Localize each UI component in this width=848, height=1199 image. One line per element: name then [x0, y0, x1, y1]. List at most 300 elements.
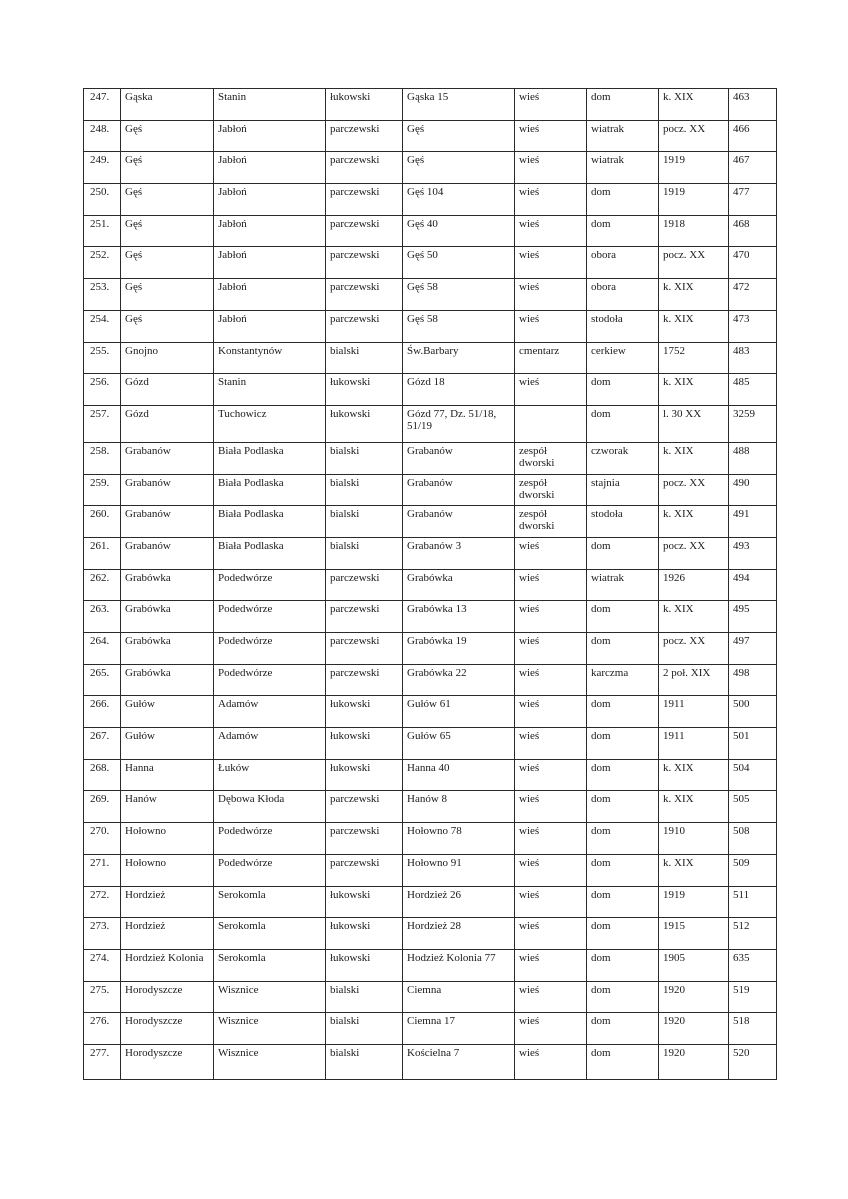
commune-cell: Jabłoń	[214, 120, 326, 152]
commune-cell: Stanin	[214, 89, 326, 121]
commune-cell: Adamów	[214, 696, 326, 728]
dating-cell: 1919	[659, 152, 729, 184]
commune-cell: Wisznice	[214, 1044, 326, 1079]
site-type-cell: zespół dworski	[515, 474, 587, 506]
register-number-cell: 473	[729, 310, 777, 342]
site-type-cell: wieś	[515, 791, 587, 823]
dating-cell: k. XIX	[659, 279, 729, 311]
address-cell: Gęś 58	[403, 279, 515, 311]
object-type-cell: dom	[587, 696, 659, 728]
table-row	[84, 474, 777, 506]
register-number-cell: 498	[729, 664, 777, 696]
table-row	[84, 405, 777, 442]
commune-cell: Podedwórze	[214, 823, 326, 855]
commune-cell: Tuchowicz	[214, 405, 326, 442]
object-type-cell: dom	[587, 633, 659, 665]
object-type-cell: dom	[587, 1013, 659, 1045]
site-type-cell: wieś	[515, 569, 587, 601]
commune-cell: Wisznice	[214, 1013, 326, 1045]
site-type-cell: wieś	[515, 854, 587, 886]
object-type-cell: stajnia	[587, 474, 659, 506]
address-cell: Hodzież Kolonia 77	[403, 949, 515, 981]
county-cell: parczewski	[326, 215, 403, 247]
register-number-cell: 520	[729, 1044, 777, 1079]
dating-cell: 1915	[659, 918, 729, 950]
county-cell: łukowski	[326, 918, 403, 950]
register-number-cell: 472	[729, 279, 777, 311]
object-type-cell: dom	[587, 886, 659, 918]
row-number-cell: 269.	[84, 791, 121, 823]
dating-cell: k. XIX	[659, 442, 729, 474]
site-type-cell: wieś	[515, 633, 587, 665]
county-cell: parczewski	[326, 601, 403, 633]
dating-cell: 1910	[659, 823, 729, 855]
county-cell: łukowski	[326, 696, 403, 728]
row-number-cell: 257.	[84, 405, 121, 442]
dating-cell: pocz. XX	[659, 120, 729, 152]
county-cell: bialski	[326, 474, 403, 506]
table-row	[84, 854, 777, 886]
county-cell: bialski	[326, 1013, 403, 1045]
commune-cell: Podedwórze	[214, 664, 326, 696]
county-cell: parczewski	[326, 310, 403, 342]
site-type-cell: wieś	[515, 120, 587, 152]
dating-cell: 1920	[659, 981, 729, 1013]
locality-cell: Hanna	[121, 759, 214, 791]
table-row	[84, 537, 777, 569]
address-cell: Grabanów 3	[403, 537, 515, 569]
county-cell: parczewski	[326, 184, 403, 216]
county-cell: parczewski	[326, 279, 403, 311]
row-number-cell: 256.	[84, 374, 121, 406]
county-cell: parczewski	[326, 633, 403, 665]
locality-cell: Grabówka	[121, 569, 214, 601]
county-cell: łukowski	[326, 405, 403, 442]
monument-registry-table	[83, 88, 777, 1080]
row-number-cell: 264.	[84, 633, 121, 665]
table-row	[84, 247, 777, 279]
dating-cell: 1918	[659, 215, 729, 247]
object-type-cell: dom	[587, 759, 659, 791]
table-row	[84, 664, 777, 696]
object-type-cell: stodoła	[587, 506, 659, 538]
address-cell: Grabanów	[403, 442, 515, 474]
table-row	[84, 569, 777, 601]
table-row	[84, 506, 777, 538]
locality-cell: Grabanów	[121, 442, 214, 474]
site-type-cell: wieś	[515, 215, 587, 247]
site-type-cell: wieś	[515, 310, 587, 342]
row-number-cell: 258.	[84, 442, 121, 474]
table-row	[84, 823, 777, 855]
site-type-cell: wieś	[515, 601, 587, 633]
locality-cell: Grabanów	[121, 537, 214, 569]
register-number-cell: 467	[729, 152, 777, 184]
commune-cell: Podedwórze	[214, 601, 326, 633]
address-cell: Hordzież 28	[403, 918, 515, 950]
object-type-cell: dom	[587, 791, 659, 823]
county-cell: bialski	[326, 1044, 403, 1079]
county-cell: parczewski	[326, 120, 403, 152]
address-cell: Gęś 40	[403, 215, 515, 247]
register-number-cell: 463	[729, 89, 777, 121]
locality-cell: Gęś	[121, 120, 214, 152]
object-type-cell: dom	[587, 374, 659, 406]
table-row	[84, 791, 777, 823]
table-row	[84, 442, 777, 474]
locality-cell: Gęś	[121, 184, 214, 216]
site-type-cell: wieś	[515, 1013, 587, 1045]
county-cell: parczewski	[326, 247, 403, 279]
site-type-cell: wieś	[515, 981, 587, 1013]
dating-cell: 1752	[659, 342, 729, 374]
object-type-cell: karczma	[587, 664, 659, 696]
row-number-cell: 255.	[84, 342, 121, 374]
dating-cell: 1905	[659, 949, 729, 981]
locality-cell: Grabanów	[121, 506, 214, 538]
register-number-cell: 477	[729, 184, 777, 216]
register-number-cell: 504	[729, 759, 777, 791]
commune-cell: Podedwórze	[214, 569, 326, 601]
locality-cell: Horodyszcze	[121, 981, 214, 1013]
table-row	[84, 374, 777, 406]
locality-cell: Grabówka	[121, 601, 214, 633]
address-cell: Św.Barbary	[403, 342, 515, 374]
row-number-cell: 249.	[84, 152, 121, 184]
commune-cell: Wisznice	[214, 981, 326, 1013]
address-cell: Grabówka	[403, 569, 515, 601]
address-cell: Gęś	[403, 152, 515, 184]
dating-cell: pocz. XX	[659, 247, 729, 279]
row-number-cell: 276.	[84, 1013, 121, 1045]
site-type-cell: cmentarz	[515, 342, 587, 374]
table-row	[84, 886, 777, 918]
county-cell: łukowski	[326, 759, 403, 791]
register-number-cell: 494	[729, 569, 777, 601]
object-type-cell: dom	[587, 854, 659, 886]
registry-table-body	[84, 89, 777, 1080]
register-number-cell: 468	[729, 215, 777, 247]
table-row	[84, 918, 777, 950]
register-number-cell: 501	[729, 728, 777, 760]
county-cell: parczewski	[326, 569, 403, 601]
row-number-cell: 252.	[84, 247, 121, 279]
object-type-cell: cerkiew	[587, 342, 659, 374]
register-number-cell: 466	[729, 120, 777, 152]
table-row	[84, 949, 777, 981]
address-cell: Ciemna	[403, 981, 515, 1013]
locality-cell: Hołowno	[121, 854, 214, 886]
dating-cell: k. XIX	[659, 374, 729, 406]
row-number-cell: 250.	[84, 184, 121, 216]
register-number-cell: 508	[729, 823, 777, 855]
object-type-cell: wiatrak	[587, 569, 659, 601]
dating-cell: 1920	[659, 1013, 729, 1045]
table-row	[84, 310, 777, 342]
object-type-cell: dom	[587, 89, 659, 121]
register-number-cell: 512	[729, 918, 777, 950]
site-type-cell: wieś	[515, 696, 587, 728]
object-type-cell: obora	[587, 247, 659, 279]
county-cell: parczewski	[326, 854, 403, 886]
site-type-cell: wieś	[515, 949, 587, 981]
locality-cell: Gęś	[121, 279, 214, 311]
site-type-cell: wieś	[515, 184, 587, 216]
dating-cell: 1919	[659, 184, 729, 216]
row-number-cell: 274.	[84, 949, 121, 981]
address-cell: Hanów 8	[403, 791, 515, 823]
site-type-cell: wieś	[515, 374, 587, 406]
county-cell: bialski	[326, 342, 403, 374]
row-number-cell: 254.	[84, 310, 121, 342]
county-cell: łukowski	[326, 89, 403, 121]
row-number-cell: 247.	[84, 89, 121, 121]
commune-cell: Biała Podlaska	[214, 442, 326, 474]
locality-cell: Horodyszcze	[121, 1044, 214, 1079]
address-cell: Gęś 104	[403, 184, 515, 216]
locality-cell: Horodyszcze	[121, 1013, 214, 1045]
county-cell: bialski	[326, 506, 403, 538]
row-number-cell: 271.	[84, 854, 121, 886]
row-number-cell: 270.	[84, 823, 121, 855]
county-cell: łukowski	[326, 949, 403, 981]
row-number-cell: 259.	[84, 474, 121, 506]
site-type-cell: wieś	[515, 152, 587, 184]
site-type-cell: wieś	[515, 759, 587, 791]
address-cell: Gąska 15	[403, 89, 515, 121]
table-row	[84, 279, 777, 311]
address-cell: Gózd 18	[403, 374, 515, 406]
register-number-cell: 493	[729, 537, 777, 569]
register-number-cell: 500	[729, 696, 777, 728]
object-type-cell: dom	[587, 823, 659, 855]
object-type-cell: dom	[587, 184, 659, 216]
locality-cell: Gęś	[121, 152, 214, 184]
locality-cell: Hordzież	[121, 886, 214, 918]
object-type-cell: dom	[587, 537, 659, 569]
row-number-cell: 253.	[84, 279, 121, 311]
table-row	[84, 633, 777, 665]
row-number-cell: 251.	[84, 215, 121, 247]
county-cell: łukowski	[326, 728, 403, 760]
county-cell: bialski	[326, 442, 403, 474]
table-row	[84, 728, 777, 760]
address-cell: Gułów 65	[403, 728, 515, 760]
address-cell: Kościelna 7	[403, 1044, 515, 1079]
object-type-cell: obora	[587, 279, 659, 311]
dating-cell: pocz. XX	[659, 633, 729, 665]
register-number-cell: 488	[729, 442, 777, 474]
row-number-cell: 260.	[84, 506, 121, 538]
locality-cell: Hordzież	[121, 918, 214, 950]
object-type-cell: czworak	[587, 442, 659, 474]
table-row	[84, 601, 777, 633]
commune-cell: Jabłoń	[214, 279, 326, 311]
commune-cell: Dębowa Kłoda	[214, 791, 326, 823]
dating-cell: k. XIX	[659, 506, 729, 538]
register-number-cell: 490	[729, 474, 777, 506]
row-number-cell: 277.	[84, 1044, 121, 1079]
address-cell: Gózd 77, Dz. 51/18, 51/19	[403, 405, 515, 442]
object-type-cell: dom	[587, 405, 659, 442]
commune-cell: Biała Podlaska	[214, 474, 326, 506]
row-number-cell: 265.	[84, 664, 121, 696]
locality-cell: Grabanów	[121, 474, 214, 506]
commune-cell: Biała Podlaska	[214, 506, 326, 538]
table-row	[84, 342, 777, 374]
site-type-cell	[515, 405, 587, 442]
row-number-cell: 273.	[84, 918, 121, 950]
dating-cell: pocz. XX	[659, 537, 729, 569]
table-row	[84, 184, 777, 216]
address-cell: Ciemna 17	[403, 1013, 515, 1045]
address-cell: Gęś 58	[403, 310, 515, 342]
commune-cell: Podedwórze	[214, 633, 326, 665]
commune-cell: Adamów	[214, 728, 326, 760]
locality-cell: Gęś	[121, 310, 214, 342]
dating-cell: 1919	[659, 886, 729, 918]
dating-cell: k. XIX	[659, 601, 729, 633]
address-cell: Gułów 61	[403, 696, 515, 728]
site-type-cell: wieś	[515, 89, 587, 121]
row-number-cell: 275.	[84, 981, 121, 1013]
site-type-cell: wieś	[515, 247, 587, 279]
commune-cell: Biała Podlaska	[214, 537, 326, 569]
dating-cell: pocz. XX	[659, 474, 729, 506]
dating-cell: 1920	[659, 1044, 729, 1079]
dating-cell: k. XIX	[659, 759, 729, 791]
object-type-cell: dom	[587, 215, 659, 247]
address-cell: Grabówka 22	[403, 664, 515, 696]
object-type-cell: dom	[587, 601, 659, 633]
table-row	[84, 120, 777, 152]
address-cell: Gęś	[403, 120, 515, 152]
locality-cell: Gózd	[121, 374, 214, 406]
address-cell: Grabówka 13	[403, 601, 515, 633]
commune-cell: Jabłoń	[214, 184, 326, 216]
register-number-cell: 518	[729, 1013, 777, 1045]
table-row	[84, 759, 777, 791]
row-number-cell: 261.	[84, 537, 121, 569]
commune-cell: Jabłoń	[214, 152, 326, 184]
object-type-cell: dom	[587, 1044, 659, 1079]
commune-cell: Serokomla	[214, 918, 326, 950]
register-number-cell: 505	[729, 791, 777, 823]
commune-cell: Konstantynów	[214, 342, 326, 374]
commune-cell: Podedwórze	[214, 854, 326, 886]
county-cell: bialski	[326, 981, 403, 1013]
commune-cell: Serokomla	[214, 949, 326, 981]
register-number-cell: 483	[729, 342, 777, 374]
county-cell: łukowski	[326, 886, 403, 918]
dating-cell: k. XIX	[659, 89, 729, 121]
dating-cell: l. 30 XX	[659, 405, 729, 442]
dating-cell: 2 poł. XIX	[659, 664, 729, 696]
locality-cell: Grabówka	[121, 664, 214, 696]
commune-cell: Łuków	[214, 759, 326, 791]
commune-cell: Jabłoń	[214, 215, 326, 247]
county-cell: parczewski	[326, 664, 403, 696]
address-cell: Grabanów	[403, 474, 515, 506]
row-number-cell: 267.	[84, 728, 121, 760]
locality-cell: Gęś	[121, 215, 214, 247]
locality-cell: Grabówka	[121, 633, 214, 665]
object-type-cell: dom	[587, 949, 659, 981]
table-row	[84, 1044, 777, 1079]
commune-cell: Stanin	[214, 374, 326, 406]
commune-cell: Jabłoń	[214, 310, 326, 342]
locality-cell: Gąska	[121, 89, 214, 121]
site-type-cell: wieś	[515, 728, 587, 760]
site-type-cell: wieś	[515, 664, 587, 696]
row-number-cell: 248.	[84, 120, 121, 152]
object-type-cell: wiatrak	[587, 152, 659, 184]
row-number-cell: 263.	[84, 601, 121, 633]
register-number-cell: 491	[729, 506, 777, 538]
address-cell: Hołowno 91	[403, 854, 515, 886]
dating-cell: 1926	[659, 569, 729, 601]
row-number-cell: 268.	[84, 759, 121, 791]
dating-cell: k. XIX	[659, 310, 729, 342]
object-type-cell: wiatrak	[587, 120, 659, 152]
address-cell: Hołowno 78	[403, 823, 515, 855]
county-cell: bialski	[326, 537, 403, 569]
row-number-cell: 272.	[84, 886, 121, 918]
register-number-cell: 519	[729, 981, 777, 1013]
site-type-cell: wieś	[515, 823, 587, 855]
site-type-cell: wieś	[515, 1044, 587, 1079]
register-number-cell: 3259	[729, 405, 777, 442]
locality-cell: Gęś	[121, 247, 214, 279]
locality-cell: Hanów	[121, 791, 214, 823]
row-number-cell: 266.	[84, 696, 121, 728]
dating-cell: 1911	[659, 728, 729, 760]
site-type-cell: zespół dworski	[515, 442, 587, 474]
table-row	[84, 981, 777, 1013]
locality-cell: Gułów	[121, 696, 214, 728]
register-number-cell: 485	[729, 374, 777, 406]
register-number-cell: 511	[729, 886, 777, 918]
register-number-cell: 470	[729, 247, 777, 279]
object-type-cell: dom	[587, 981, 659, 1013]
dating-cell: k. XIX	[659, 854, 729, 886]
site-type-cell: wieś	[515, 918, 587, 950]
table-row	[84, 1013, 777, 1045]
commune-cell: Jabłoń	[214, 247, 326, 279]
locality-cell: Hordzież Kolonia	[121, 949, 214, 981]
locality-cell: Hołowno	[121, 823, 214, 855]
register-number-cell: 635	[729, 949, 777, 981]
site-type-cell: wieś	[515, 537, 587, 569]
dating-cell: k. XIX	[659, 791, 729, 823]
county-cell: parczewski	[326, 823, 403, 855]
address-cell: Grabanów	[403, 506, 515, 538]
site-type-cell: zespół dworski	[515, 506, 587, 538]
object-type-cell: stodoła	[587, 310, 659, 342]
object-type-cell: dom	[587, 728, 659, 760]
address-cell: Hordzież 26	[403, 886, 515, 918]
dating-cell: 1911	[659, 696, 729, 728]
address-cell: Gęś 50	[403, 247, 515, 279]
site-type-cell: wieś	[515, 279, 587, 311]
county-cell: parczewski	[326, 791, 403, 823]
locality-cell: Gózd	[121, 405, 214, 442]
site-type-cell: wieś	[515, 886, 587, 918]
commune-cell: Serokomla	[214, 886, 326, 918]
county-cell: parczewski	[326, 152, 403, 184]
register-number-cell: 497	[729, 633, 777, 665]
locality-cell: Gnojno	[121, 342, 214, 374]
